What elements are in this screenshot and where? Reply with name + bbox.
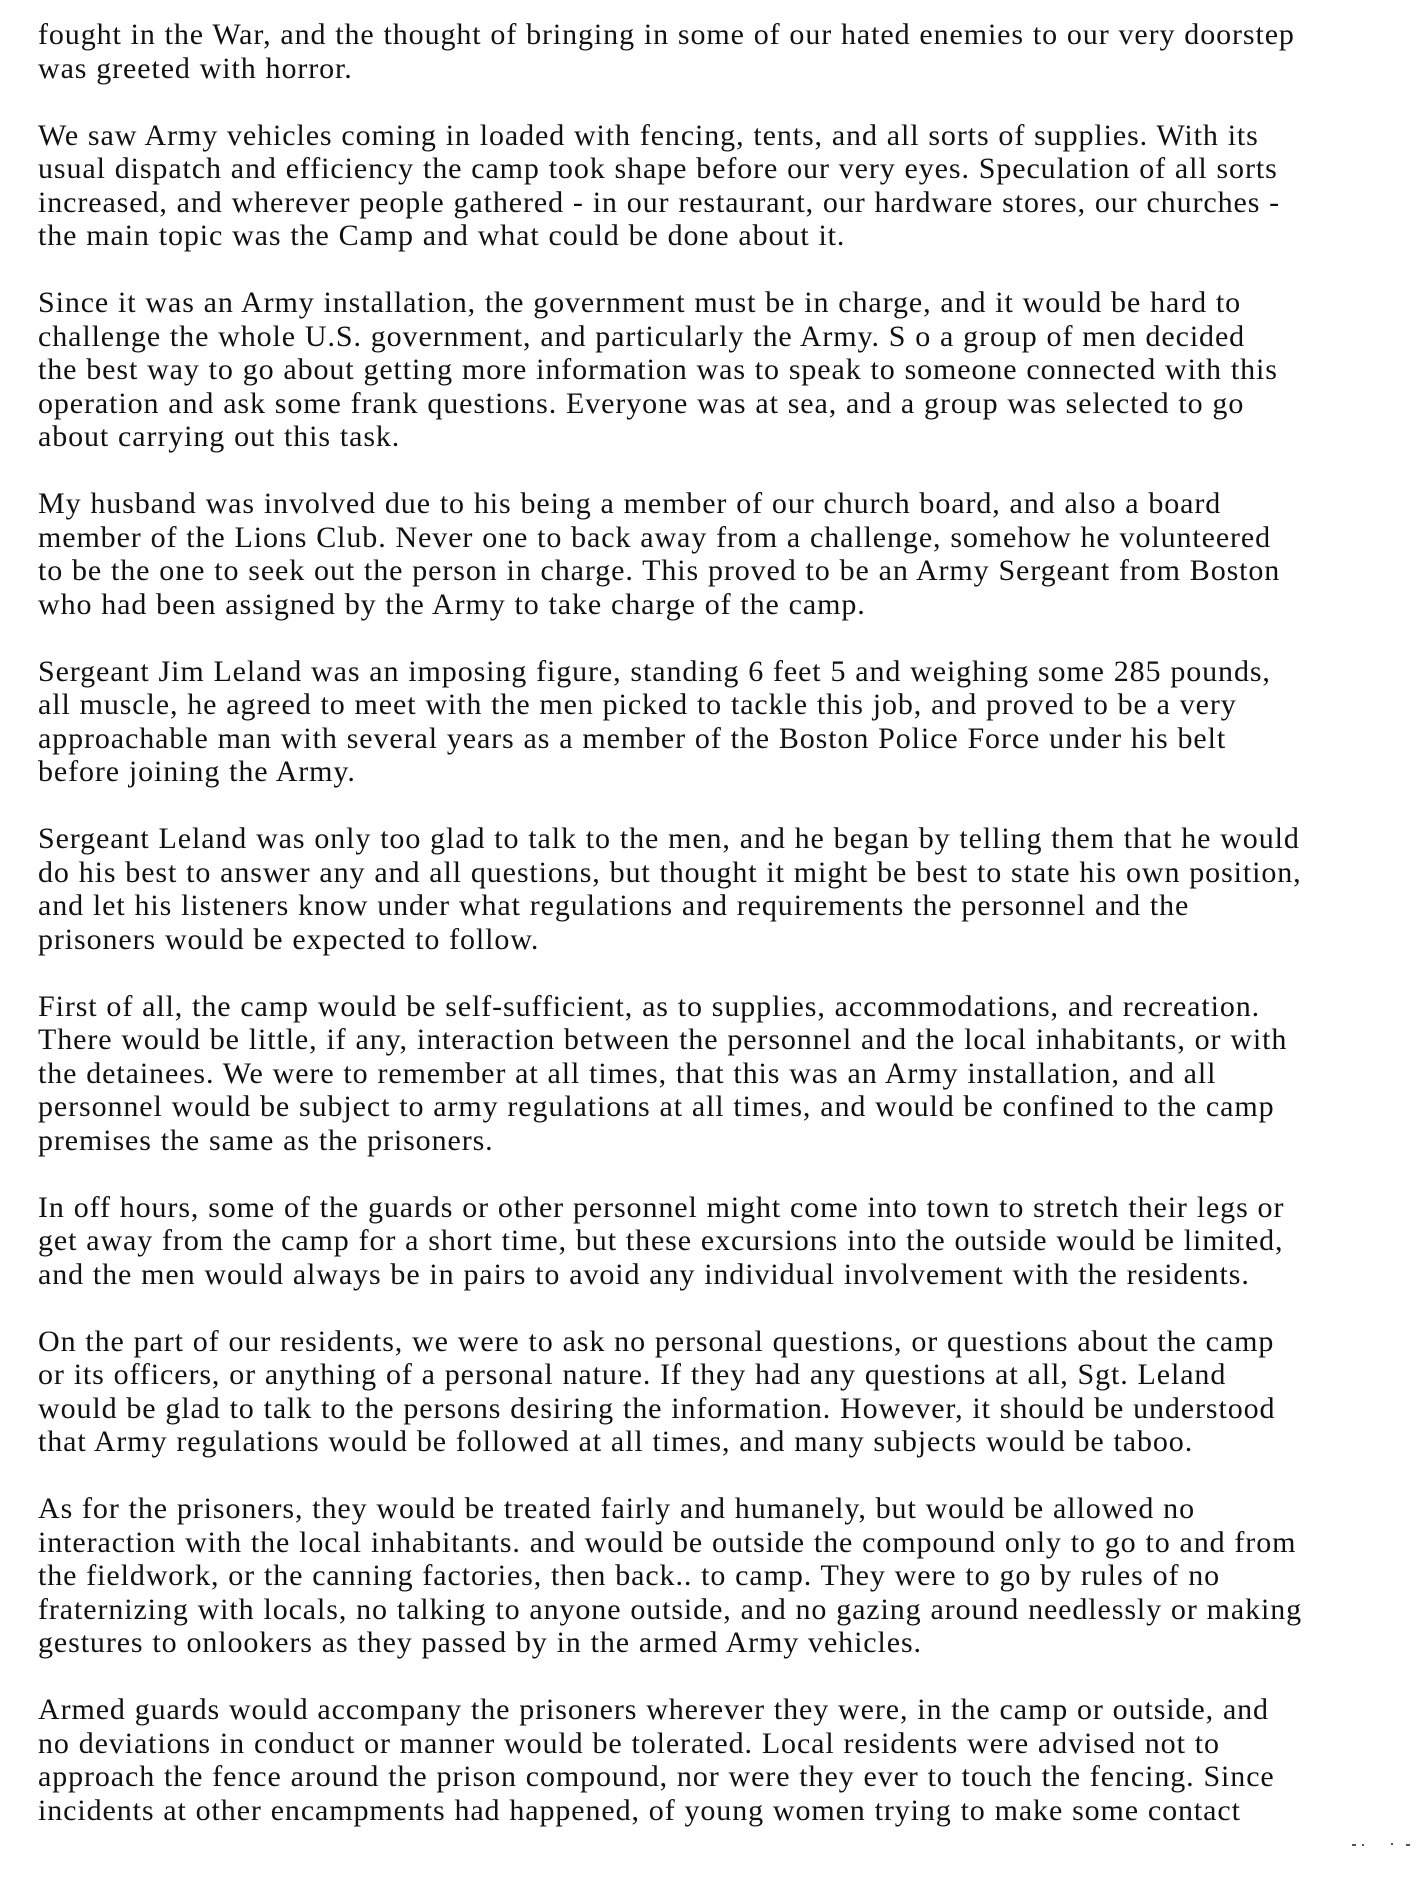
paragraph-5 <box>38 655 1398 789</box>
document-page <box>38 18 1398 1861</box>
text-line: interaction with the local inhabitants. and would be outside the compound only to go to and from <box>38 1525 1297 1559</box>
text-line: As for the prisoners, they would be treated fairly and humanely, but would be allowed no <box>38 1492 1195 1525</box>
text-line: was greeted with horror. <box>38 51 353 85</box>
text-line: premises the same as the prisoners. <box>38 1123 494 1157</box>
text-line: the detainees. We were to remember at all times, that this was an Army installation, and all <box>38 1056 1217 1090</box>
scan-artifact <box>1391 1843 1393 1845</box>
text-line: and the men would always be in pairs to avoid any individual involvement with the residents. <box>38 1257 1250 1291</box>
text-line: Armed guards would accompany the prisoners wherever they were, in the camp or outside, and <box>38 1693 1269 1726</box>
text-line: fought in the War, and the thought of bringing in some of our hated enemies to our very doorstep <box>38 18 1295 51</box>
text-line: would be glad to talk to the persons desiring the information. However, it should be understood <box>38 1391 1276 1425</box>
paragraph-7 <box>38 990 1398 1158</box>
text-line: the main topic was the Camp and what could be done about it. <box>38 219 846 252</box>
text-line: On the part of our residents, we were to ask no personal questions, or questions about the camp <box>38 1324 1275 1358</box>
paragraph-8 <box>38 1191 1398 1292</box>
paragraph-1 <box>38 18 1398 85</box>
paragraph-10 <box>38 1492 1398 1660</box>
text-line: before joining the Army. <box>38 755 356 788</box>
text-line: prisoners would be expected to follow. <box>38 922 540 956</box>
text-line: challenge the whole U.S. government, and particularly the Army. S o a group of men decided <box>38 319 1246 353</box>
paragraph-6 <box>38 822 1398 956</box>
text-line: There would be little, if any, interaction between the personnel and the local inhabitants, or with <box>38 1023 1288 1056</box>
text-line: member of the Lions Club. Never one to back away from a challenge, somehow he volunteered <box>38 520 1272 554</box>
text-line: First of all, the camp would be self-sufficient, as to supplies, accommodations, and recreation. <box>38 989 1261 1023</box>
paragraph-2 <box>38 119 1398 253</box>
text-line: approach the fence around the prison compound, nor were they ever to touch the fencing. Since <box>38 1760 1275 1793</box>
text-line: increased, and wherever people gathered - in our restaurant, our hardware stores, our churches - <box>38 185 1281 219</box>
text-line: We saw Army vehicles coming in loaded with fencing, tents, and all sorts of supplies. With its <box>38 118 1259 152</box>
text-line: In off hours, some of the guards or other personnel might come into town to stretch their legs or <box>38 1190 1285 1224</box>
text-line: get away from the camp for a short time, but these excursions into the outside would be limited, <box>38 1224 1284 1257</box>
text-line: My husband was involved due to his being a member of our church board, and also a board <box>38 487 1222 520</box>
text-line: the best way to go about getting more information was to speak to someone connected with this <box>38 353 1278 386</box>
text-line: operation and ask some frank questions. Everyone was at sea, and a group was selected to go <box>38 386 1245 420</box>
text-line: all muscle, he agreed to meet with the men picked to tackle this job, and proved to be a very <box>38 688 1237 721</box>
text-line: and let his listeners know under what regulations and requirements the personnel and the <box>38 889 1190 922</box>
text-line: that Army regulations would be followed at all times, and many subjects would be taboo. <box>38 1425 1194 1458</box>
text-line: who had been assigned by the Army to take charge of the camp. <box>38 587 866 621</box>
text-line: no deviations in conduct or manner would be tolerated. Local residents were advised not to <box>38 1726 1220 1760</box>
text-line: approachable man with several years as a member of the Boston Police Force under his belt <box>38 721 1227 755</box>
paragraph-4 <box>38 487 1398 621</box>
text-line: to be the one to seek out the person in charge. This proved to be an Army Sergeant from Boston <box>38 554 1281 587</box>
paragraph-9 <box>38 1325 1398 1459</box>
text-line: do his best to answer any and all questions, but thought it might be best to state his own position, <box>38 855 1302 889</box>
text-line: fraternizing with locals, no talking to anyone outside, and no gazing around needlessly or making <box>38 1592 1303 1626</box>
text-line: Sergeant Leland was only too glad to talk to the men, and he began by telling them that he would <box>38 822 1300 855</box>
text-line: personnel would be subject to army regulations at all times, and would be confined to the camp <box>38 1090 1275 1123</box>
text-line: gestures to onlookers as they passed by in the armed Army vehicles. <box>38 1626 922 1659</box>
scan-artifact <box>1362 1844 1364 1846</box>
text-line: the fieldwork, or the canning factories, then back.. to camp. They were to go by rules of no <box>38 1559 1221 1592</box>
scan-artifact <box>1406 1844 1410 1846</box>
text-line: usual dispatch and efficiency the camp took shape before our very eyes. Speculation of all sorts <box>38 152 1278 185</box>
text-line: incidents at other encampments had happened, of young women trying to make some contact <box>38 1793 1241 1827</box>
scan-artifact <box>1352 1844 1356 1846</box>
paragraph-11 <box>38 1693 1398 1827</box>
text-line: or its officers, or anything of a personal nature. If they had any questions at all, Sgt. Leland <box>38 1358 1227 1391</box>
text-line: about carrying out this task. <box>38 420 401 453</box>
paragraph-3 <box>38 286 1398 454</box>
text-line: Since it was an Army installation, the government must be in charge, and it would be hard to <box>38 286 1242 319</box>
text-line: Sergeant Jim Leland was an imposing figure, standing 6 feet 5 and weighing some 285 pounds, <box>38 654 1271 688</box>
